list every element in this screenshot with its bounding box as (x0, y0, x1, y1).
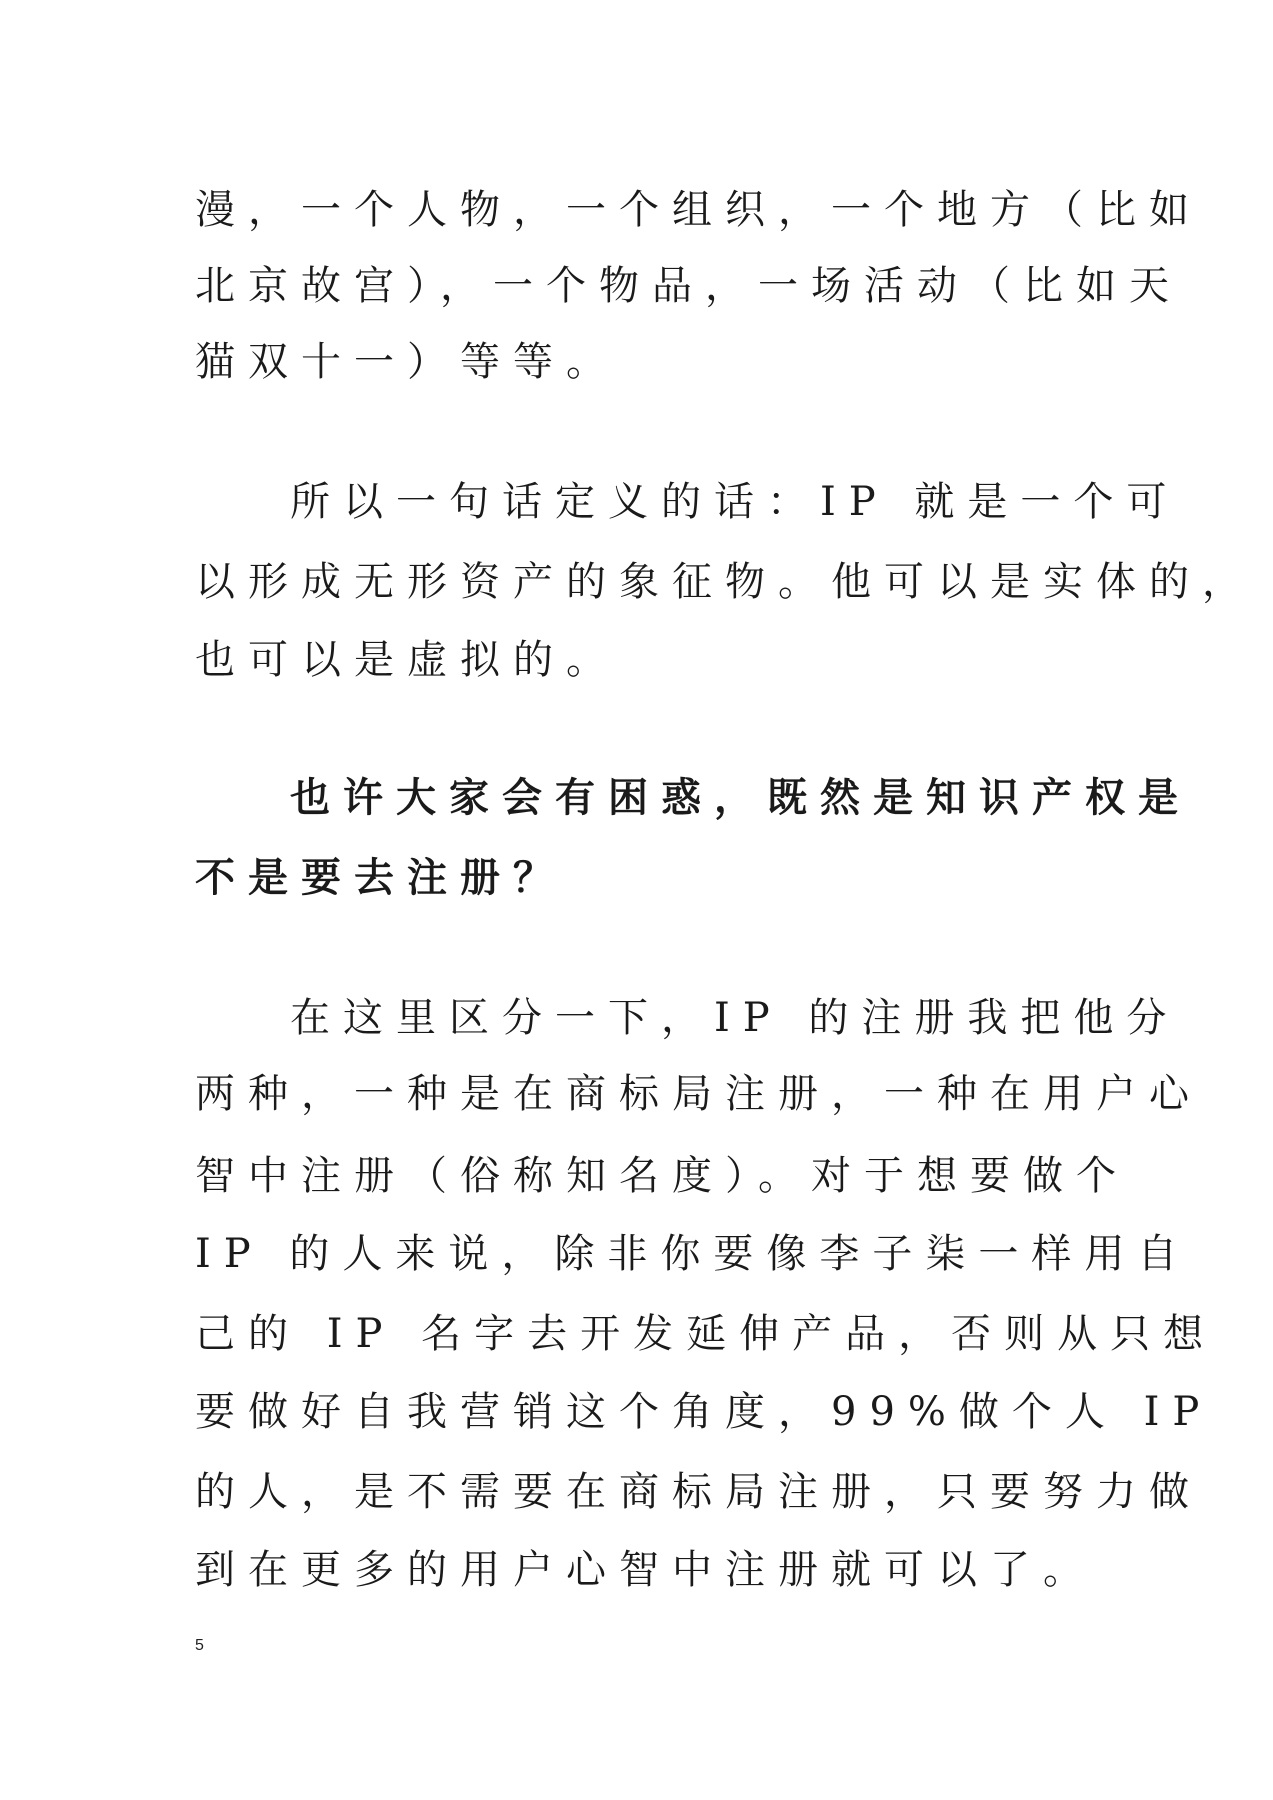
text-line: 漫，一个人物，一个组织，一个地方（比如 (195, 187, 1202, 233)
text-line: 所以一句话定义的话：IP 就是一个可 (290, 479, 1180, 525)
section-heading-line: 也许大家会有困惑，既然是知识产权是 (290, 775, 1191, 821)
text-line: 也可以是虚拟的。 (195, 637, 619, 683)
text-line: 智中注册（俗称知名度）。对于想要做个 (195, 1153, 1129, 1199)
page-number: 5 (195, 1637, 204, 1654)
text-line: IP 的人来说，除非你要像李子柒一样用自 (195, 1231, 1191, 1277)
text-line: 在这里区分一下，IP 的注册我把他分 (290, 995, 1180, 1041)
text-line: 猫双十一）等等。 (195, 339, 619, 385)
text-line: 要做好自我营销这个角度，99%做个人 IP (195, 1389, 1213, 1435)
text-line: 的人，是不需要在商标局注册，只要努力做 (195, 1469, 1202, 1515)
text-line: 己的 IP 名字去开发延伸产品，否则从只想 (195, 1311, 1217, 1357)
document-page (195, 0, 1255, 1800)
text-line: 北京故宫），一个物品，一场活动（比如天 (195, 263, 1182, 309)
text-line: 两种，一种是在商标局注册，一种在用户心 (195, 1071, 1202, 1117)
text-line: 以形成无形资产的象征物。他可以是实体的， (195, 559, 1255, 605)
section-heading-line: 不是要去注册？ (195, 855, 566, 901)
text-line: 到在更多的用户心智中注册就可以了。 (195, 1547, 1096, 1593)
